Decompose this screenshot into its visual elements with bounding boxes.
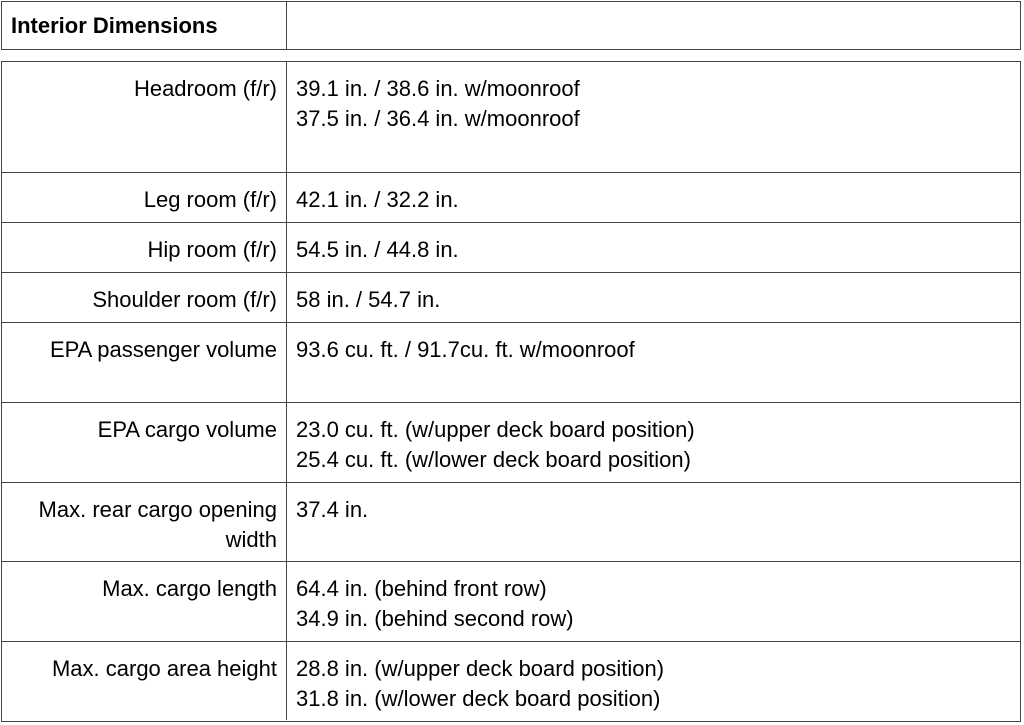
value-line: 37.4 in. [296,497,369,522]
value-line: 39.1 in. / 38.6 in. w/moonroof [296,76,580,101]
interior-dimensions-table [1,61,1021,722]
row-label: EPA passenger volume [2,323,287,402]
row-value [287,62,1020,172]
value-line: 54.5 in. / 44.8 in. [296,237,459,262]
section-title: Interior Dimensions [2,2,287,49]
row-value [287,642,1020,720]
value-line: 31.8 in. (w/lower deck board position) [296,686,661,711]
table-row-max-cargo-length [2,562,1020,642]
row-label: Max. cargo area height [2,642,287,720]
section-header-empty-cell [287,2,1020,49]
row-value [287,403,1020,482]
value-line: 93.6 cu. ft. / 91.7cu. ft. w/moonroof [296,337,635,362]
row-value [287,173,1020,222]
table-row-hip-room [2,223,1020,273]
table-row-epa-passenger-volume [2,323,1020,403]
value-line: 64.4 in. (behind front row) [296,576,547,601]
table-row-shoulder-room [2,273,1020,323]
row-label: Leg room (f/r) [2,173,287,222]
value-line: 23.0 cu. ft. (w/upper deck board position) [296,417,695,442]
row-label: Max. rear cargo opening width [2,483,287,561]
value-line: 58 in. / 54.7 in. [296,287,441,312]
table-row-max-rear-cargo-opening-width [2,483,1020,562]
section-header-table [1,1,1021,50]
row-label: EPA cargo volume [2,403,287,482]
row-value [287,323,1020,402]
value-line: 42.1 in. / 32.2 in. [296,187,459,212]
table-row-max-cargo-area-height [2,642,1020,720]
value-line: 28.8 in. (w/upper deck board position) [296,656,665,681]
row-value [287,483,1020,561]
row-label: Shoulder room (f/r) [2,273,287,322]
value-line: 34.9 in. (behind second row) [296,606,574,631]
row-value [287,273,1020,322]
row-label: Headroom (f/r) [2,62,287,172]
table-row-leg-room [2,173,1020,223]
table-row-headroom [2,62,1020,173]
value-line: 37.5 in. / 36.4 in. w/moonroof [296,106,580,131]
row-value [287,562,1020,641]
row-value [287,223,1020,272]
value-line: 25.4 cu. ft. (w/lower deck board position) [296,447,691,472]
row-label: Hip room (f/r) [2,223,287,272]
table-row-epa-cargo-volume [2,403,1020,483]
row-label: Max. cargo length [2,562,287,641]
